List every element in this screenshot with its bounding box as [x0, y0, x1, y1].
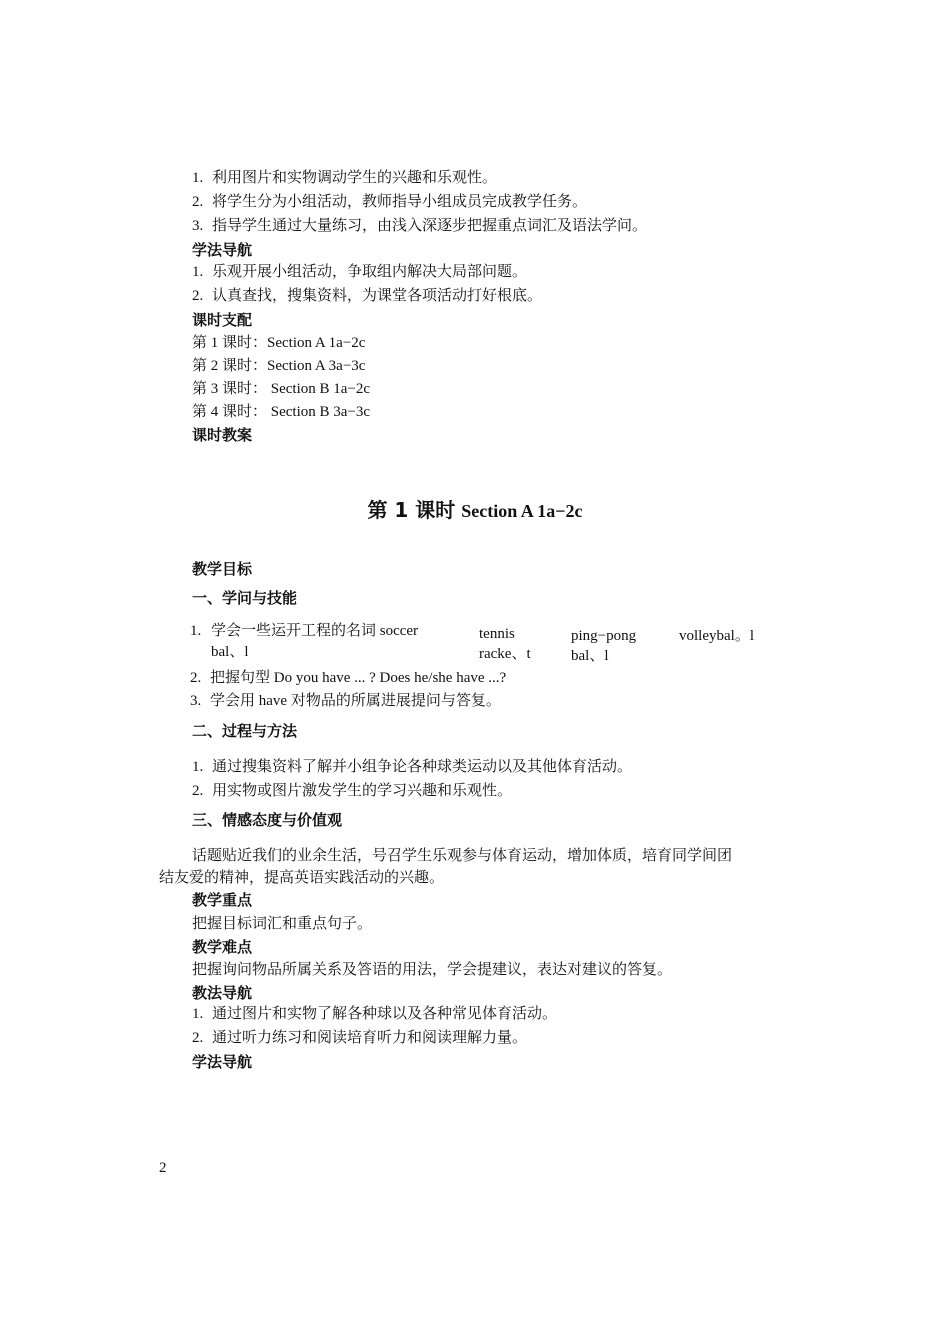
vocab-word: ping−pong — [571, 628, 637, 644]
key-points-heading: 教学重点 — [192, 891, 253, 909]
section-heading: 三、情感态度与价值观 — [192, 811, 343, 829]
vocab-word: volleybal。l — [679, 628, 754, 644]
objectives-heading: 教学目标 — [192, 560, 253, 578]
list-item: 1. 通过搜集资料了解并小组争论各种球类运动以及其他体育活动。 — [192, 759, 633, 775]
vocab-line: 学会一些运开工程的名词 soccer — [211, 623, 419, 639]
study-guide-heading: 学法导航 — [192, 1053, 253, 1071]
list-item: 2. 把握句型 Do you have ... ? Does he/she have ...? — [190, 670, 507, 686]
list-item: 1. 通过图片和实物了解各种球以及各种常见体育活动。 — [192, 1006, 558, 1022]
list-item: 2. 将学生分为小组活动，教师指导小组成员完成教学任务。 — [192, 194, 588, 210]
section-heading: 二、过程与方法 — [192, 722, 298, 740]
teaching-guide-heading: 教法导航 — [192, 984, 253, 1002]
lesson-plan-heading: 课时教案 — [192, 426, 253, 444]
paragraph-line: 结友爱的精神，提高英语实践活动的兴趣。 — [159, 870, 445, 886]
difficulties-text: 把握询问物品所属关系及答语的用法，学会提建议，表达对建议的答复。 — [192, 962, 673, 978]
difficulties-heading: 教学难点 — [192, 938, 253, 956]
schedule-item: 第 4 课时： Section B 3a−3c — [192, 404, 371, 420]
list-item: 2. 用实物或图片激发学生的学习兴趣和乐观性。 — [192, 783, 513, 799]
schedule-item: 第 1 课时：Section A 1a−2c — [192, 335, 366, 351]
list-item: 3. 指导学生通过大量练习，由浅入深逐步把握重点词汇及语法学问。 — [192, 218, 648, 234]
study-guide-heading: 学法导航 — [192, 241, 253, 259]
lesson-title: 第 1 课时 Section A 1a−2c — [367, 498, 583, 522]
schedule-item: 第 2 课时：Section A 3a−3c — [192, 358, 366, 374]
section-heading: 一、学问与技能 — [192, 589, 298, 607]
page-number: 2 — [159, 1160, 167, 1176]
key-points-text: 把握目标词汇和重点句子。 — [192, 916, 373, 932]
list-item: 1. 乐观开展小组活动，争取组内解决大局部问题。 — [192, 264, 528, 280]
list-item: 2. 通过听力练习和阅读培育听力和阅读理解力量。 — [192, 1030, 528, 1046]
vocab-word: bal、l — [211, 644, 249, 660]
paragraph-line: 话题贴近我们的业余生活，号召学生乐观参与体育运动，增加体质，培育同学间团 — [192, 848, 733, 864]
list-item: 3. 学会用 have 对物品的所属进展提问与答复。 — [190, 693, 501, 709]
schedule-item: 第 3 课时： Section B 1a−2c — [192, 381, 371, 397]
vocab-word: tennis — [479, 626, 515, 642]
vocab-word: racke、t — [479, 646, 531, 662]
list-item-number: 1. — [190, 623, 202, 639]
list-item: 2. 认真查找，搜集资料，为课堂各项活动打好根底。 — [192, 288, 543, 304]
schedule-heading: 课时支配 — [192, 311, 253, 329]
vocab-word: bal、l — [571, 648, 609, 664]
list-item: 1. 利用图片和实物调动学生的兴趣和乐观性。 — [192, 170, 498, 186]
